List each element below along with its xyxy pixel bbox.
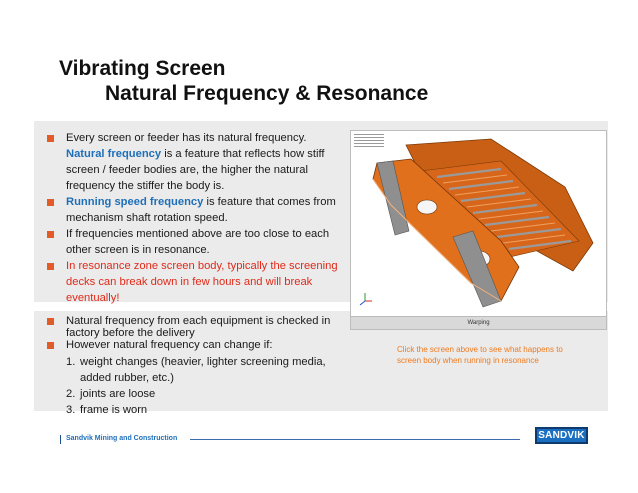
bullet-text: If frequencies mentioned above are too close to each other screen is in resonance. (66, 228, 330, 256)
bullet-square-icon (47, 318, 54, 325)
item-text-continued: added rubber, etc.) (80, 372, 174, 384)
bullet-square-icon (47, 263, 54, 270)
bullet-text: is a feature that reflects how stiff screen / feeder bodies are, the higher the natural frequency the stiffer the body is. (66, 148, 325, 192)
bullet-natural-frequency (46, 130, 346, 194)
bullet-text: Natural frequency from each equipment is checked in factory before the delivery (66, 315, 331, 339)
numbered-item-weight (46, 354, 346, 386)
item-number: 3. (66, 404, 76, 416)
bullet-running-speed (46, 194, 346, 226)
bullet-factory-check (46, 315, 346, 339)
slide-title: Vibrating Screen (59, 57, 226, 80)
numbered-item-frame (46, 402, 346, 418)
simulation-caption: Click the screen above to see what happens to screen body when running in resonance (397, 345, 563, 365)
item-text: frame is worn (80, 404, 148, 416)
bullet-square-icon (47, 199, 54, 206)
bullet-list (46, 130, 346, 418)
bullet-text: is feature that comes from mechanism shaft rotation speed. (66, 196, 336, 224)
item-text: weight changes (heavier, lighter screening media, (80, 356, 326, 368)
sandvik-logo: SANDVIK (535, 427, 588, 444)
bullet-square-icon (47, 135, 54, 142)
bullet-text: However natural frequency can change if: (66, 339, 273, 351)
bullet-square-icon (47, 231, 54, 238)
footer-company-name: Sandvik Mining and Construction (66, 435, 178, 442)
simulation-status-bar: Warping (351, 316, 606, 329)
bullet-resonance-warning (46, 258, 346, 306)
slide-subtitle: Natural Frequency & Resonance (105, 82, 429, 105)
bullet-text: Every screen or feeder has its natural frequency. (66, 132, 307, 144)
bullet-text: In resonance zone screen body, typically the screening decks can break down in few hours and will break eventually! (66, 260, 338, 304)
item-number: 1. (66, 356, 76, 368)
numbered-item-joints (46, 386, 346, 402)
term-running-speed-frequency: Running speed frequency (66, 196, 204, 208)
footer-divider (60, 435, 61, 444)
bullet-square-icon (47, 342, 54, 349)
term-natural-frequency: Natural frequency (66, 148, 162, 160)
resonance-simulation-video[interactable] (350, 130, 607, 330)
bullet-frequency-change (46, 339, 346, 351)
vibrating-screen-model-image (351, 131, 606, 317)
item-number: 2. (66, 388, 76, 400)
bullet-resonance-definition (46, 226, 346, 258)
footer-rule (190, 439, 520, 440)
item-text: joints are loose (80, 388, 156, 400)
